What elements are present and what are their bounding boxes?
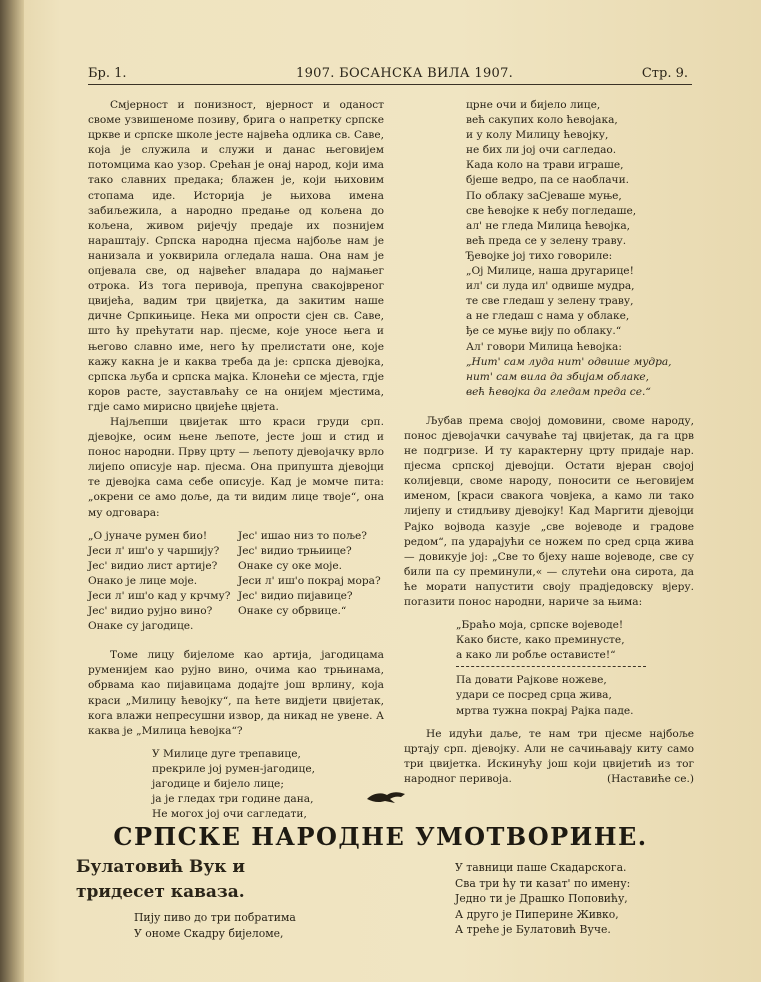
verse-line: Јес' видио пијавице? xyxy=(238,590,353,602)
verse-line: а не гледаш с нама у облаке, xyxy=(466,310,630,323)
verse-line: У Милице дуге трепавице, xyxy=(152,747,301,760)
verse-line: све ћевојке к небу погледаше, xyxy=(466,204,637,217)
verse-line: Онаке су јагодице. xyxy=(88,620,194,633)
journal-title: 1907. БОСАНСКА ВИЛА 1907. xyxy=(296,66,514,81)
verse-line: У ономе Скадру бијеломе, xyxy=(134,926,284,940)
verse-two-column xyxy=(88,529,384,635)
verse-d xyxy=(466,98,694,400)
verse-line: „О јуначе румен био! xyxy=(88,529,208,542)
verse-line: Како бисте, како преминусте, xyxy=(456,634,625,647)
verse-line: ал' не гледа Милица ћевојка, xyxy=(466,219,630,232)
verse-line: „Браћо моја, српске војеводе! xyxy=(456,619,624,632)
verse-line: јагодице и бијело лице; xyxy=(152,778,284,791)
poem-title xyxy=(76,855,245,905)
verse-line: те све гледаш у зелену траву, xyxy=(466,295,634,308)
verse-line: црне очи и бијело лице, xyxy=(466,99,601,111)
verse-line: А треће је Булатовић Вуче. xyxy=(455,923,611,936)
verse-line: удари се посред срца жива, xyxy=(456,689,612,702)
verse-line: Јес' видио лист артије? xyxy=(88,559,218,572)
bird-ornament-icon xyxy=(365,789,409,805)
section-title: СРПСКЕ НАРОДНЕ УМОТВОРИНЕ. xyxy=(113,822,648,851)
poem-right xyxy=(455,860,630,938)
paragraph-5: Не идући даље, те нам три пјесме најбоље цртају срп. дјевојку. Али не сачињавају киту само три цвијетка. Искинућу још који цвијетић из тог народног перивоја. xyxy=(404,727,694,785)
verse-line: Онако је лице моје. xyxy=(88,574,198,587)
poem-title-line: Булатовић Вук и xyxy=(76,857,246,877)
verse-line: Јеси л' иш'о кад у крчму? xyxy=(88,590,231,602)
verse-line: Једно ти је Драшко Поповићу, xyxy=(455,892,628,905)
verse-line: мртва тужна покрај Рајка паде. xyxy=(456,704,634,717)
verse-line: Онаке су обрвице.“ xyxy=(238,605,347,618)
verse-f xyxy=(456,673,694,718)
paragraph-4: Љубав према својој домовини, своме народу, понос дјевојачки сачуваће тај цвијетак, да га црв не подгризе. И ту карактерну црту придаје нар. пјесма српској дјевојци. Остати вјеран својој колијевци, своме народу, поносити се његовијем именом, [краси свакога човјека, а камо ли тако лијепу и стидљиву дјевојку! Кад Маргити дјевојци Рајко војвода казује „све војеводе и градове редом“, па ударајући се ножем по сред срца жива — довикује јој: „Све то бјеху наше војеводе, све су били па су преминули,« — слутећи она сирота, да ће морати напустити своју прадједовску вјеру. погазити понос народни, нариче за њима: xyxy=(404,414,694,608)
left-column xyxy=(88,98,384,822)
verse-line: Јес' видио трњиице? xyxy=(238,544,352,557)
verse-line: и у колу Милицу ћевојку, xyxy=(466,129,609,142)
verse-e xyxy=(456,618,694,663)
verse-line: У тавници паше Скадарскога. xyxy=(455,861,627,874)
verse-line: Јеси л' иш'о покрај мора? xyxy=(238,574,381,587)
verse-line: Јес' видио рујно вино? xyxy=(88,605,213,618)
verse-line: „Ој Милице, наша другарице! xyxy=(466,265,634,278)
right-column xyxy=(404,98,694,787)
verse-line: Ал' говори Милица ћевојка: xyxy=(466,340,622,353)
page-number: Стр. 9. xyxy=(641,66,688,81)
verse-line: Када коло на трави играше, xyxy=(466,159,624,172)
verse-line: Сва три ћу ти казат' по имену: xyxy=(455,876,631,890)
verse-c xyxy=(152,747,384,822)
verse-line: бјеше ведро, па се наоблачи. xyxy=(466,174,629,187)
verse-b xyxy=(238,529,381,635)
verse-line: ја је гледах три године дана, xyxy=(152,793,314,806)
verse-line-italic: нит' сам вила да збијам облаке, xyxy=(466,370,650,383)
verse-divider xyxy=(456,666,646,667)
verse-line: већ преда се у зелену траву. xyxy=(466,234,627,247)
verse-line: А друго је Пиперине Живко, xyxy=(455,907,619,921)
verse-line: а како ли робље остависте!“ xyxy=(456,649,616,662)
verse-a xyxy=(88,529,238,635)
poem-left xyxy=(134,910,296,941)
verse-line: ил' си луда ил' одвише мудра, xyxy=(466,280,635,293)
verse-line: Јеси л' иш'о у чаршију? xyxy=(88,544,220,557)
header-rule xyxy=(88,84,692,85)
verse-line: Онаке су оке моје. xyxy=(238,559,343,572)
paragraph-1: Смјерност и понизност, вјерност и оданост своме узвишеноме позиву, брига о напретку српске цркве и српске школе јесте највећа одлика св. Саве, која је служила и служи и данас његовијем потомцима као узор. Срећан је онај народ, који има тако славних предака; блажен је, који њиховим стопама иде. Историја је њихова имена забиљежила, а народно предање од кољена до кољена, живом ријечју предаје их познијем нараштају. Српска народна пјесма најбоље нам је нанизала и уоквирила огледала наша. Она нам је опјевала све, од највећег владара до најмањег отрока. Из тога перивоја, препуна свакојвреног цвијећа, вадим три цвијетка, да закитим наше дичне Српкињице. Нека ми опрости сјен св. Саве, што ћу прећутати нар. пјесме, које уносе њега и његово славно име, него ћу прелистати оне, које кажу какна је и каква треба да је: српска дјевојка, српска љуба и српска мајка. Клонећи се мјеста, гдје коров расте, заустављаћу се на онијем мјестима, гдје само мирисно цвијеће цвјета. xyxy=(88,99,384,413)
verse-line-italic: „Нит' сам луда нит' одвише мудра, xyxy=(466,355,672,368)
verse-line: Јес' ишао низ то поље? xyxy=(238,529,367,542)
paragraph-3: Томе лицу бијеломе као артија, јагодицама руменијем као рујно вино, очима као трњинама, обрвама као пијавицама додајте још врлину, која краси „Милицу ћевојку“, па ћете видјети цвијетак, кога влажи непресушни извор, да никад не увене. А каква је „Милица ћевојка“? xyxy=(88,649,384,737)
verse-line-italic: већ ћевојка да гледам преда се.“ xyxy=(466,385,651,398)
verse-line: прекриле јој румен-јагодице, xyxy=(152,762,315,775)
verse-line: Ђевојке јој тихо говориле: xyxy=(466,249,613,262)
verse-line: не бих ли јој очи сагледао. xyxy=(466,144,617,157)
verse-line: Па довати Рајкове ножеве, xyxy=(456,674,607,687)
verse-line: По облаку заСјеваше муње, xyxy=(466,189,622,202)
running-header xyxy=(88,66,688,84)
issue-number: Бр. 1. xyxy=(88,66,127,81)
continued-note: (Наставиће се.) xyxy=(607,773,694,786)
verse-line: ђе се муње вију по облаку.“ xyxy=(466,325,622,338)
verse-line: Не могох јој очи сагледати, xyxy=(152,808,307,821)
verse-line: већ сакупих коло ћевојака, xyxy=(466,114,618,127)
poem-title-line: тридесет каваза. xyxy=(76,882,245,902)
paragraph-2: Најљепши цвијетак што краси груди срп. дјевојке, осим њене љепоте, јесте још и стид и понос народни. Прву црту — љепоту дјевојачку врло лијепо описује нар. пјесма. Она припушта дјевојци те дјевојка сама себе описује. Кад је момче пита: „окрени се амо доље, да ти видим лице твоје“, она му одговара: xyxy=(88,415,384,519)
verse-line: Пију пиво до три побратима xyxy=(134,911,296,924)
